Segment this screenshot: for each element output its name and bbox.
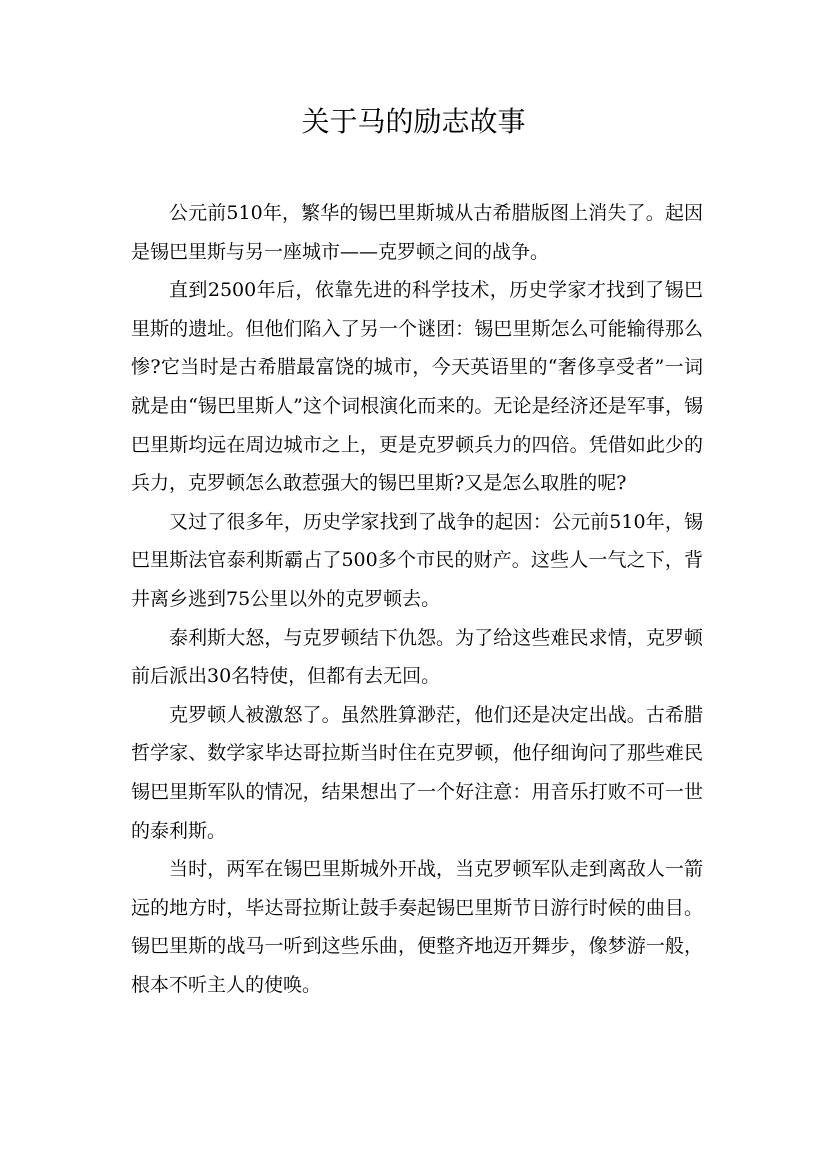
paragraph: 当时，两军在锡巴里斯城外开战，当克罗顿军队走到离敌人一箭远的地方时，毕达哥拉斯让鼓手奏起锡巴里斯节日游行时候的曲目。锡巴里斯的战马一听到这些乐曲，便整齐地迈开舞步，像梦游一般，根本不听主人的使唤。 (131, 858, 703, 996)
document-body (131, 194, 703, 1004)
paragraph: 泰利斯大怒，与克罗顿结下仇怨。为了给这些难民求情，克罗顿前后派出30名特使，但都有去无回。 (131, 626, 703, 688)
paragraph: 克罗顿人被激怒了。虽然胜算渺茫，他们还是决定出战。古希腊哲学家、数学家毕达哥拉斯当时住在克罗顿，他仔细询问了那些难民锡巴里斯军队的情况，结果想出了一个好注意：用音乐打败不可一世的泰利斯。 (131, 703, 703, 842)
paragraph: 公元前510年，繁华的锡巴里斯城从古希腊版图上消失了。起因是锡巴里斯与另一座城市——克罗顿之间的战争。 (131, 202, 703, 263)
page-title: 关于马的励志故事 (301, 105, 526, 138)
paragraph: 直到2500年后，依靠先进的科学技术，历史学家才找到了锡巴里斯的遗址。但他们陷入了另一个谜团：锡巴里斯怎么可能输得那么惨?它当时是古希腊最富饶的城市，今天英语里的“奢侈享受者”一词就是由“锡巴里斯人”这个词根演化而来的。无论是经济还是军事，锡巴里斯均远在周边城市之上，更是克罗顿兵力的四倍。凭借如此少的兵力，克罗顿怎么敢惹强大的锡巴里斯?又是怎么取胜的呢? (131, 279, 703, 495)
paragraph: 又过了很多年，历史学家找到了战争的起因：公元前510年，锡巴里斯法官泰利斯霸占了500多个市民的财产。这些人一气之下，背井离乡逃到75公里以外的克罗顿去。 (131, 510, 703, 610)
